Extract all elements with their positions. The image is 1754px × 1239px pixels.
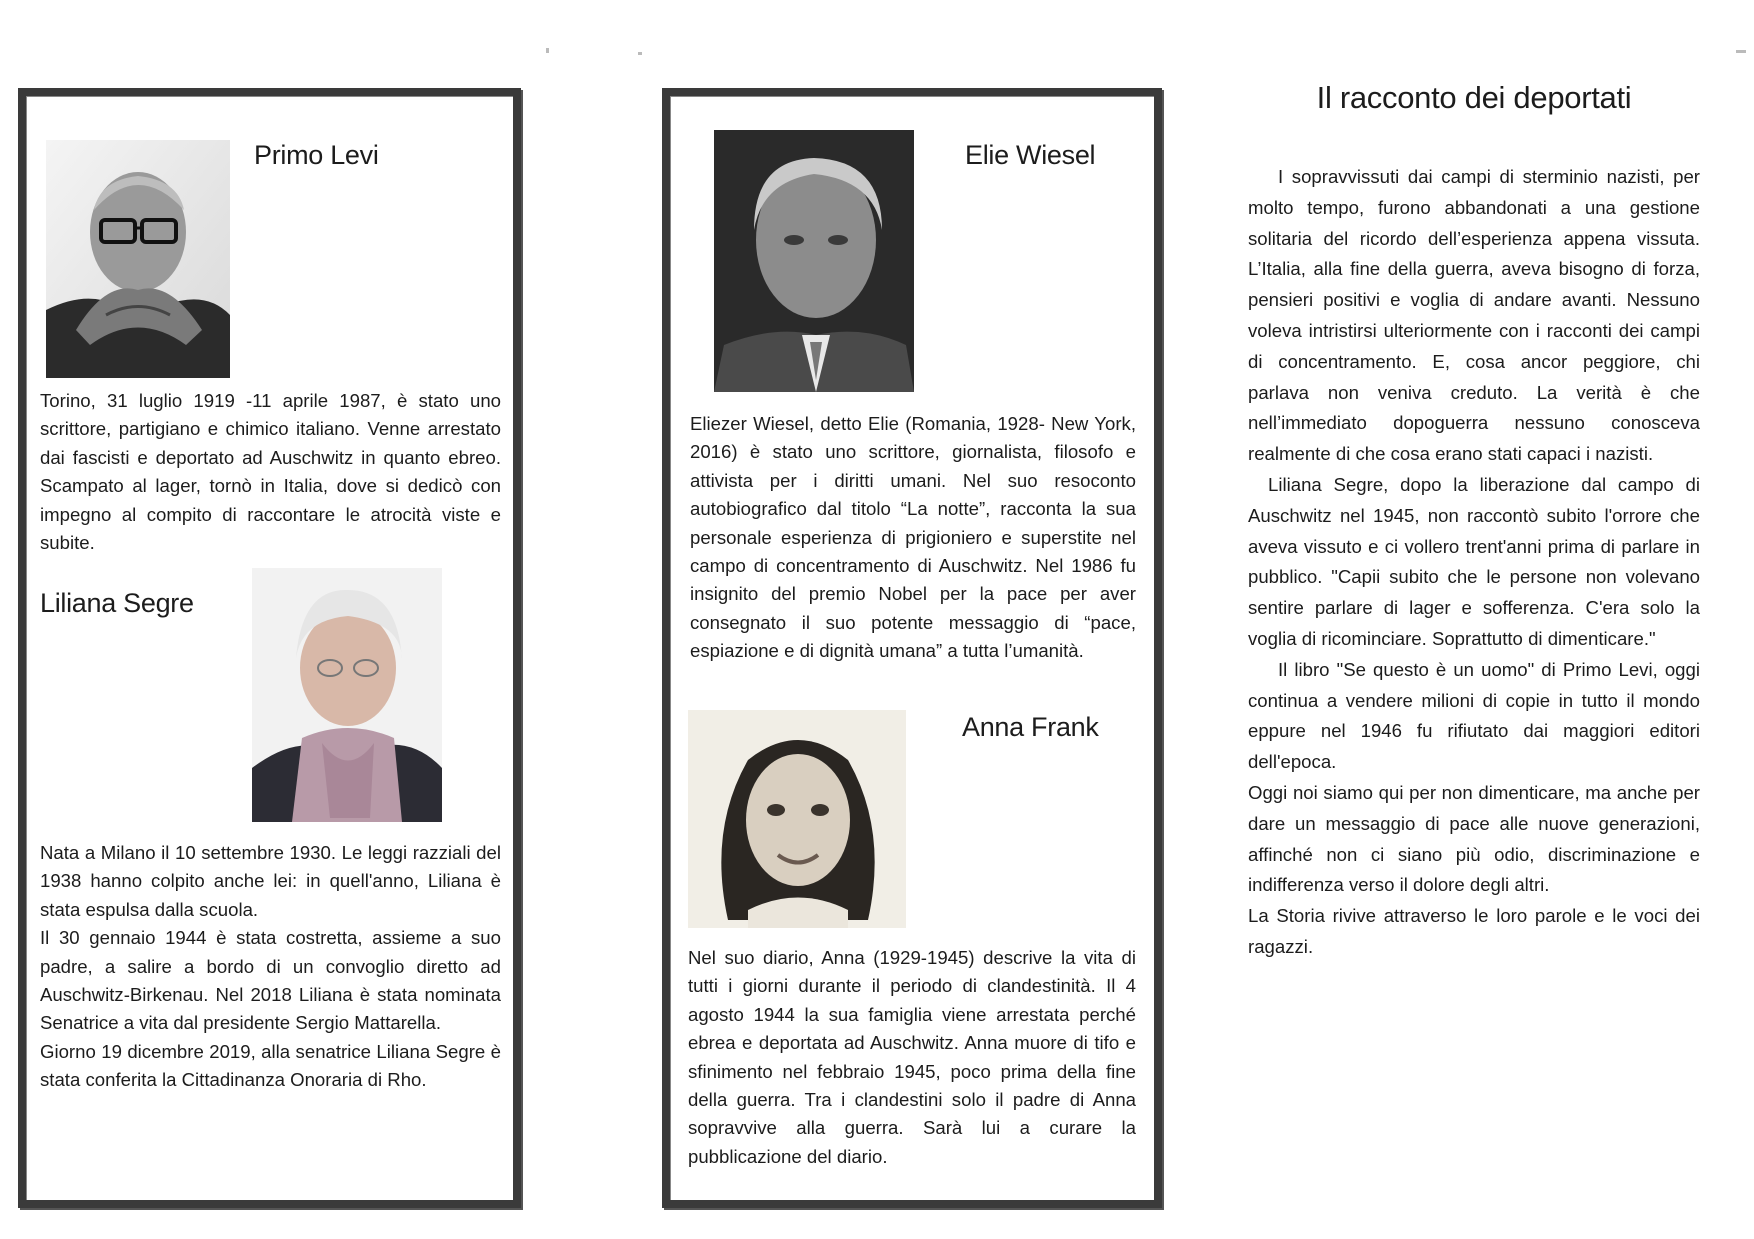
racconto-paragraph-1: I sopravvissuti dai campi di sterminio nazisti, per molto tempo, furono abbandonati a una gestione solitaria del ricordo dell’esperienza appena vissuta. L’Italia, alla fine della guerra, aveva bisogno di forza, pensieri positivi e voglia di andare avanti. Nessuno voleva intristirsi ulteriormente con i racconti dei campi di concentramento. E, cosa ancor peggiore, chi parlava non veniva creduto. La verità è che nell’immediato dopoguerra nessuno conosceva realmente di che cosa erano stati capaci i nazisti. (1248, 166, 1700, 465)
elie-wiesel-bio (690, 410, 1136, 666)
primo-levi-photo (46, 140, 230, 378)
panel-elie-wiesel-anna-frank (662, 88, 1162, 1208)
liliana-segre-photo (252, 568, 442, 822)
elie-wiesel-photo (714, 130, 914, 392)
anna-frank-bio (688, 944, 1136, 1171)
anna-frank-bio-text: Nel suo diario, Anna (1929-1945) descrive la vita di tutti i giorni durante il periodo di clandestinità. Il 4 agosto 1944 la sua famiglia viene arrestata perché ebrea e deportata ad Auschwitz. Anna muore di tifo e sfinimento nel febbraio 1945, poco prima della fine della guerra. Tra i clandestini solo il padre di Anna sopravvive alla guerra. Sarà lui a curare la pubblicazione del diario. (688, 947, 1136, 1167)
liliana-segre-bio-p1: Nata a Milano il 10 settembre 1930. Le leggi razziali del 1938 hanno colpito anche lei: in quell'anno, Liliana è stata espulsa dalla scuola. (40, 842, 501, 920)
racconto-paragraph-3: Il libro "Se questo è un uomo" di Primo Levi, oggi continua a vendere milioni di copie in tutto il mondo eppure nel 1946 fu rifiutato dai maggiori editori dell'epoca. (1248, 658, 1700, 773)
racconto-body (1248, 162, 1700, 963)
scan-speck (1736, 50, 1746, 53)
primo-levi-bio (40, 387, 501, 557)
liliana-segre-bio-p2: Il 30 gennaio 1944 è stata costretta, assieme a suo padre, a salire a bordo di un convoglio diretto ad Auschwitz-Birkenau. Nel 2018 Liliana è stata nominata Senatrice a vita dal presidente Sergio Mattarella. (40, 927, 501, 1034)
panel-primo-levi-liliana-segre (18, 88, 521, 1208)
liliana-segre-bio (40, 839, 501, 1095)
anna-frank-photo (688, 710, 906, 928)
racconto-title: Il racconto dei deportati (1316, 80, 1632, 115)
racconto-paragraph-2: Liliana Segre, dopo la liberazione dal campo di Auschwitz nel 1945, non raccontò subito l'orrore che aveva vissuto e ci vollero trent'anni prima di parlare in pubblico. "Capii subito che le persone non volevano sentire parlare di lager e sofferenza. C'era solo la voglia di ricominciare. Soprattutto di dimenticare." (1248, 473, 1700, 649)
liliana-segre-bio-p3: Giorno 19 dicembre 2019, alla senatrice Liliana Segre è stata conferita la Cittadinanza Onoraria di Rho. (40, 1040, 501, 1091)
liliana-segre-name: Liliana Segre (40, 588, 194, 618)
racconto-paragraph-5: La Storia rivive attraverso le loro parole e le voci dei ragazzi. (1248, 905, 1700, 957)
primo-levi-name: Primo Levi (254, 140, 379, 170)
racconto-paragraph-4: Oggi noi siamo qui per non dimenticare, ma anche per dare un messaggio di pace alle nuove generazioni, affinché non ci siano più odio, discriminazione e indifferenza verso il dolore degli altri. (1248, 781, 1700, 896)
scan-speck (546, 48, 549, 53)
anna-frank-name: Anna Frank (962, 712, 1099, 742)
primo-levi-bio-text: Torino, 31 luglio 1919 -11 aprile 1987, è stato uno scrittore, partigiano e chimico italiano. Venne arrestato dai fascisti e deportato ad Auschwitz in quanto ebreo. Scampato al lager, tornò in Italia, dove si dedicò con impegno al compito di raccontare le atrocità viste e subite. (40, 390, 501, 554)
scan-speck (638, 52, 642, 55)
elie-wiesel-bio-text: Eliezer Wiesel, detto Elie (Romania, 1928- New York, 2016) è stato uno scrittore, giornalista, filosofo e attivista per i diritti umani. Nel suo resoconto autobiografico dal titolo “La notte”, racconta la sua personale esperienza di prigioniero e superstite nel campo di concentramento di Auschwitz. Nel 1986 fu insignito del premio Nobel per la pace per aver consegnato il suo potente messaggio di “pace, espiazione e di dignità umana” a tutta l’umanità. (690, 413, 1136, 662)
elie-wiesel-name: Elie Wiesel (965, 140, 1096, 170)
